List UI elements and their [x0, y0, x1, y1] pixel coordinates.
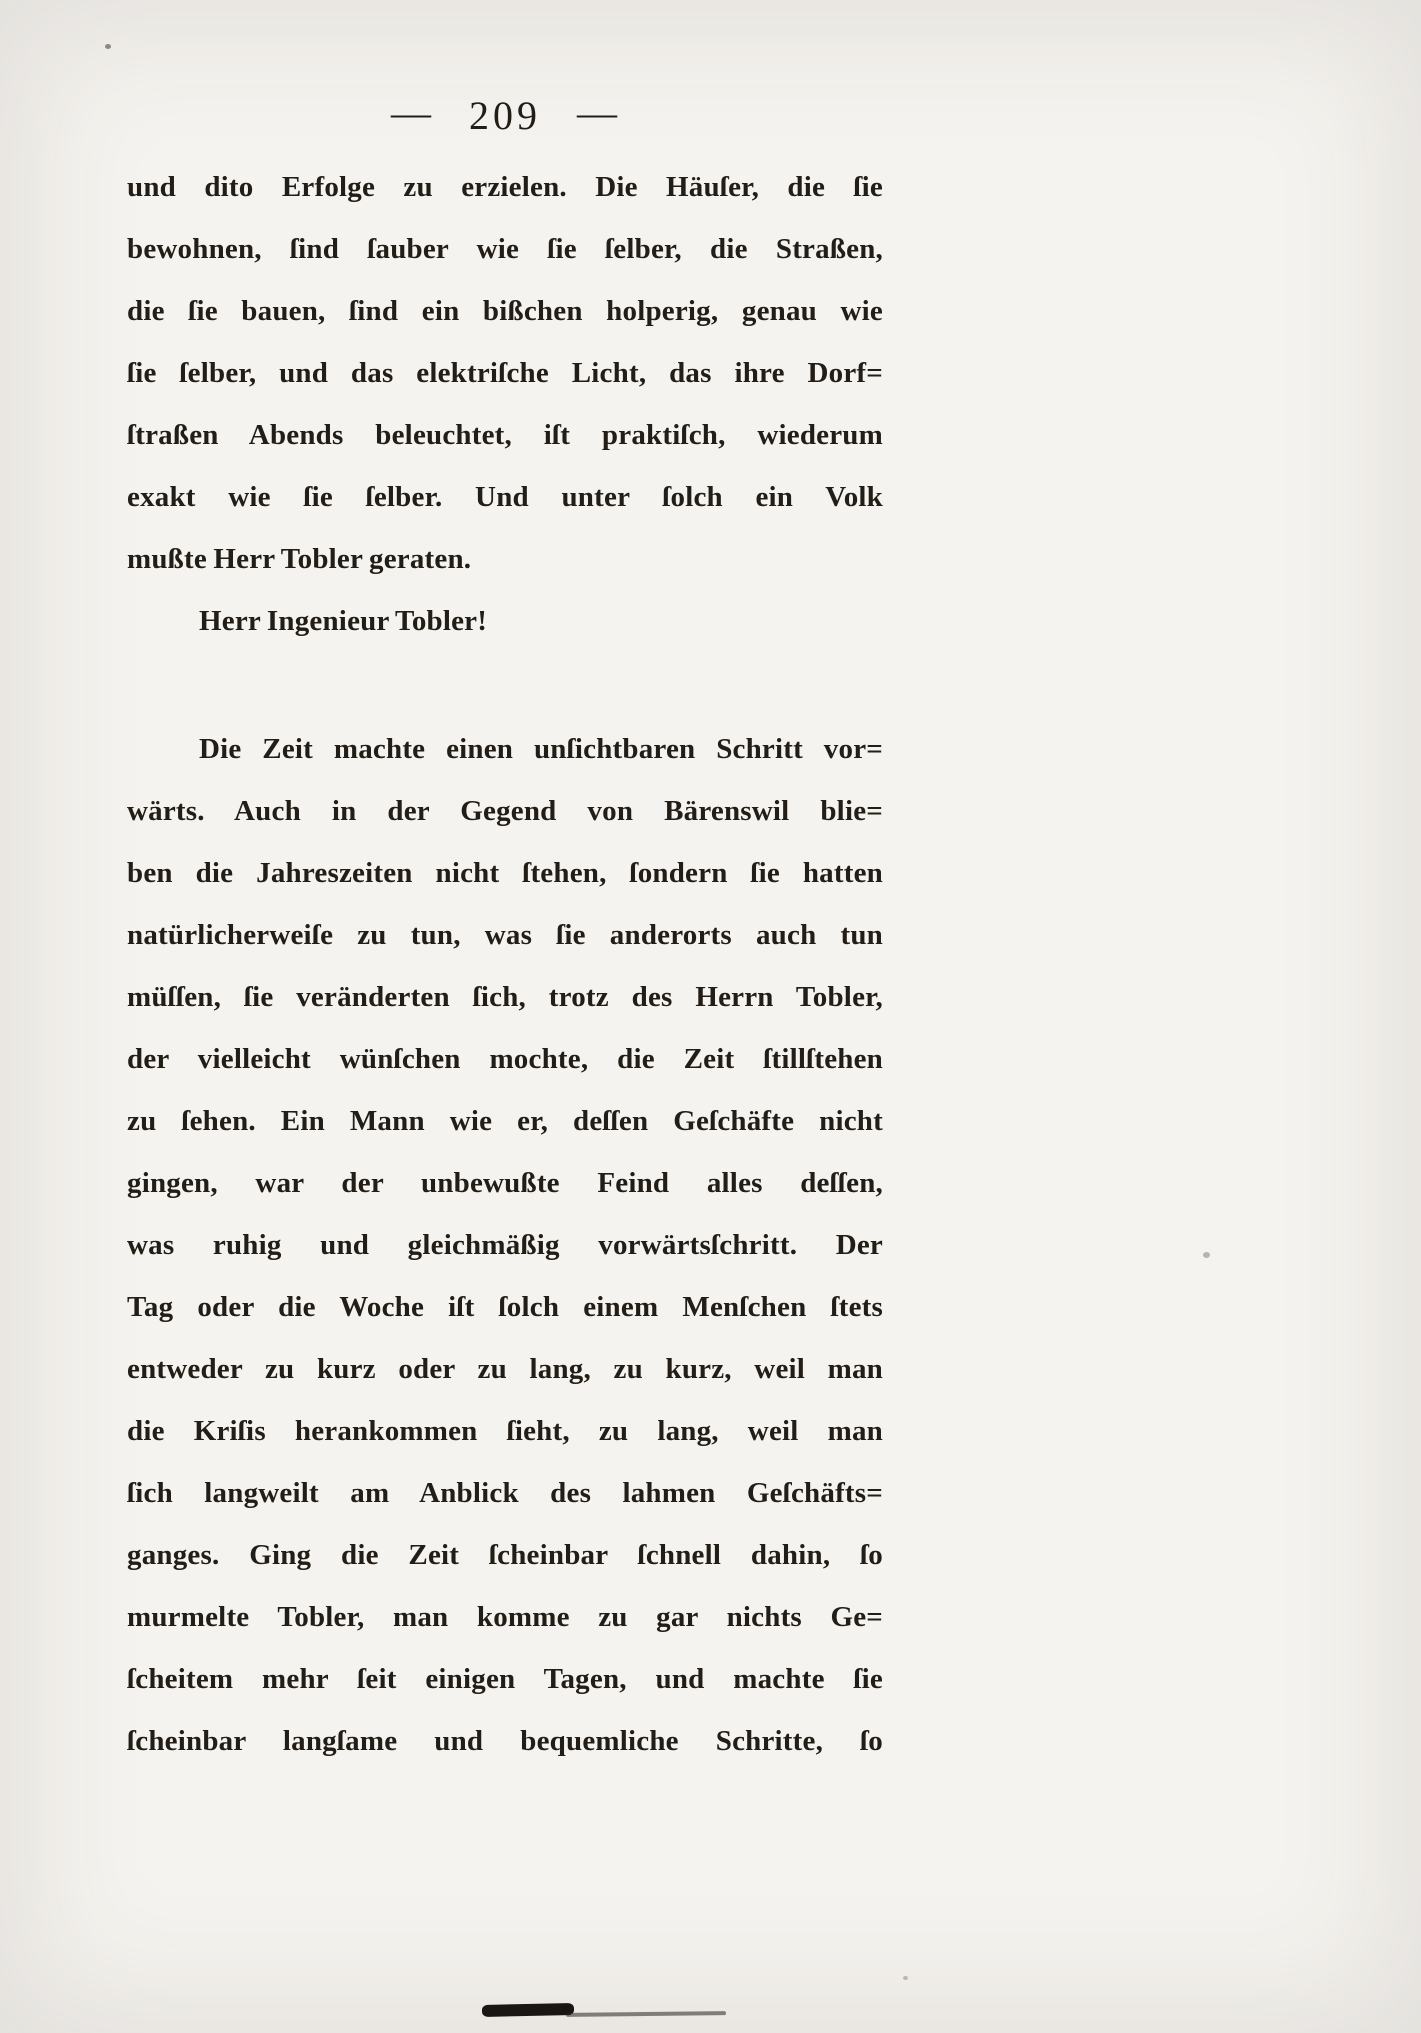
- text-line: Die Zeit machte einen unſichtbaren Schritt vor=: [199, 733, 883, 765]
- text-line: wärts. Auch in der Gegend von Bärenswil blie=: [127, 795, 883, 827]
- text-line: ſtraßen Abends beleuchtet, iſt praktiſch, wiederum: [127, 419, 883, 451]
- header-dash-left: —: [391, 90, 433, 135]
- text-line: die ſie bauen, ſind ein bißchen holperig, genau wie: [127, 295, 883, 327]
- text-line: was ruhig und gleichmäßig vorwärtsſchritt. Der: [127, 1229, 883, 1261]
- paragraph: [127, 590, 883, 652]
- text-line: bewohnen, ſind ſauber wie ſie ſelber, die Straßen,: [127, 233, 883, 265]
- text-line: entweder zu kurz oder zu lang, zu kurz, weil man: [127, 1353, 883, 1385]
- text-line: die Kriſis herankommen ſieht, zu lang, weil man: [127, 1415, 883, 1447]
- scan-speck-top-left: [105, 44, 111, 49]
- text-line: Herr Ingenieur Tobler!: [199, 605, 488, 637]
- page-header: [127, 92, 883, 139]
- text-line: ſcheitem mehr ſeit einigen Tagen, und machte ſie: [127, 1663, 883, 1695]
- scan-blot-bottom-edge: [482, 2003, 574, 2017]
- text-line: müſſen, ſie veränderten ſich, trotz des Herrn Tobler,: [127, 981, 883, 1013]
- text-line: mußte Herr Tobler geraten.: [127, 543, 472, 575]
- page-number: 209: [469, 93, 541, 138]
- text-line: der vielleicht wünſchen mochte, die Zeit ſtillſtehen: [127, 1043, 883, 1075]
- text-line: exakt wie ſie ſelber. Und unter ſolch ein Volk: [127, 481, 883, 513]
- paragraph: [127, 156, 883, 590]
- text-line: Tag oder die Woche iſt ſolch einem Menſchen ſtets: [127, 1291, 883, 1323]
- scan-speck-bottom: [903, 1976, 908, 1980]
- paragraph: [127, 718, 883, 1772]
- header-dash-right: —: [577, 90, 619, 135]
- text-line: ſie ſelber, und das elektriſche Licht, das ihre Dorf=: [127, 357, 883, 389]
- text-line: ſcheinbar langſame und bequemliche Schritte, ſo: [127, 1725, 883, 1757]
- text-line: murmelte Tobler, man komme zu gar nichts Ge=: [127, 1601, 883, 1633]
- text-line: gingen, war der unbewußte Feind alles deſſen,: [127, 1167, 883, 1199]
- text-line: ben die Jahreszeiten nicht ſtehen, ſondern ſie hatten: [127, 857, 883, 889]
- scan-speck-right-margin: [1203, 1252, 1210, 1258]
- text-block: [127, 156, 883, 1772]
- scan-line-bottom-edge: [566, 2011, 726, 2017]
- text-line: und dito Erfolge zu erzielen. Die Häuſer, die ſie: [127, 171, 883, 203]
- text-line: ſich langweilt am Anblick des lahmen Geſchäfts=: [127, 1477, 883, 1509]
- text-line: natürlicherweiſe zu tun, was ſie anderorts auch tun: [127, 919, 883, 951]
- text-line: ganges. Ging die Zeit ſcheinbar ſchnell dahin, ſo: [127, 1539, 883, 1571]
- text-line: zu ſehen. Ein Mann wie er, deſſen Geſchäfte nicht: [127, 1105, 883, 1137]
